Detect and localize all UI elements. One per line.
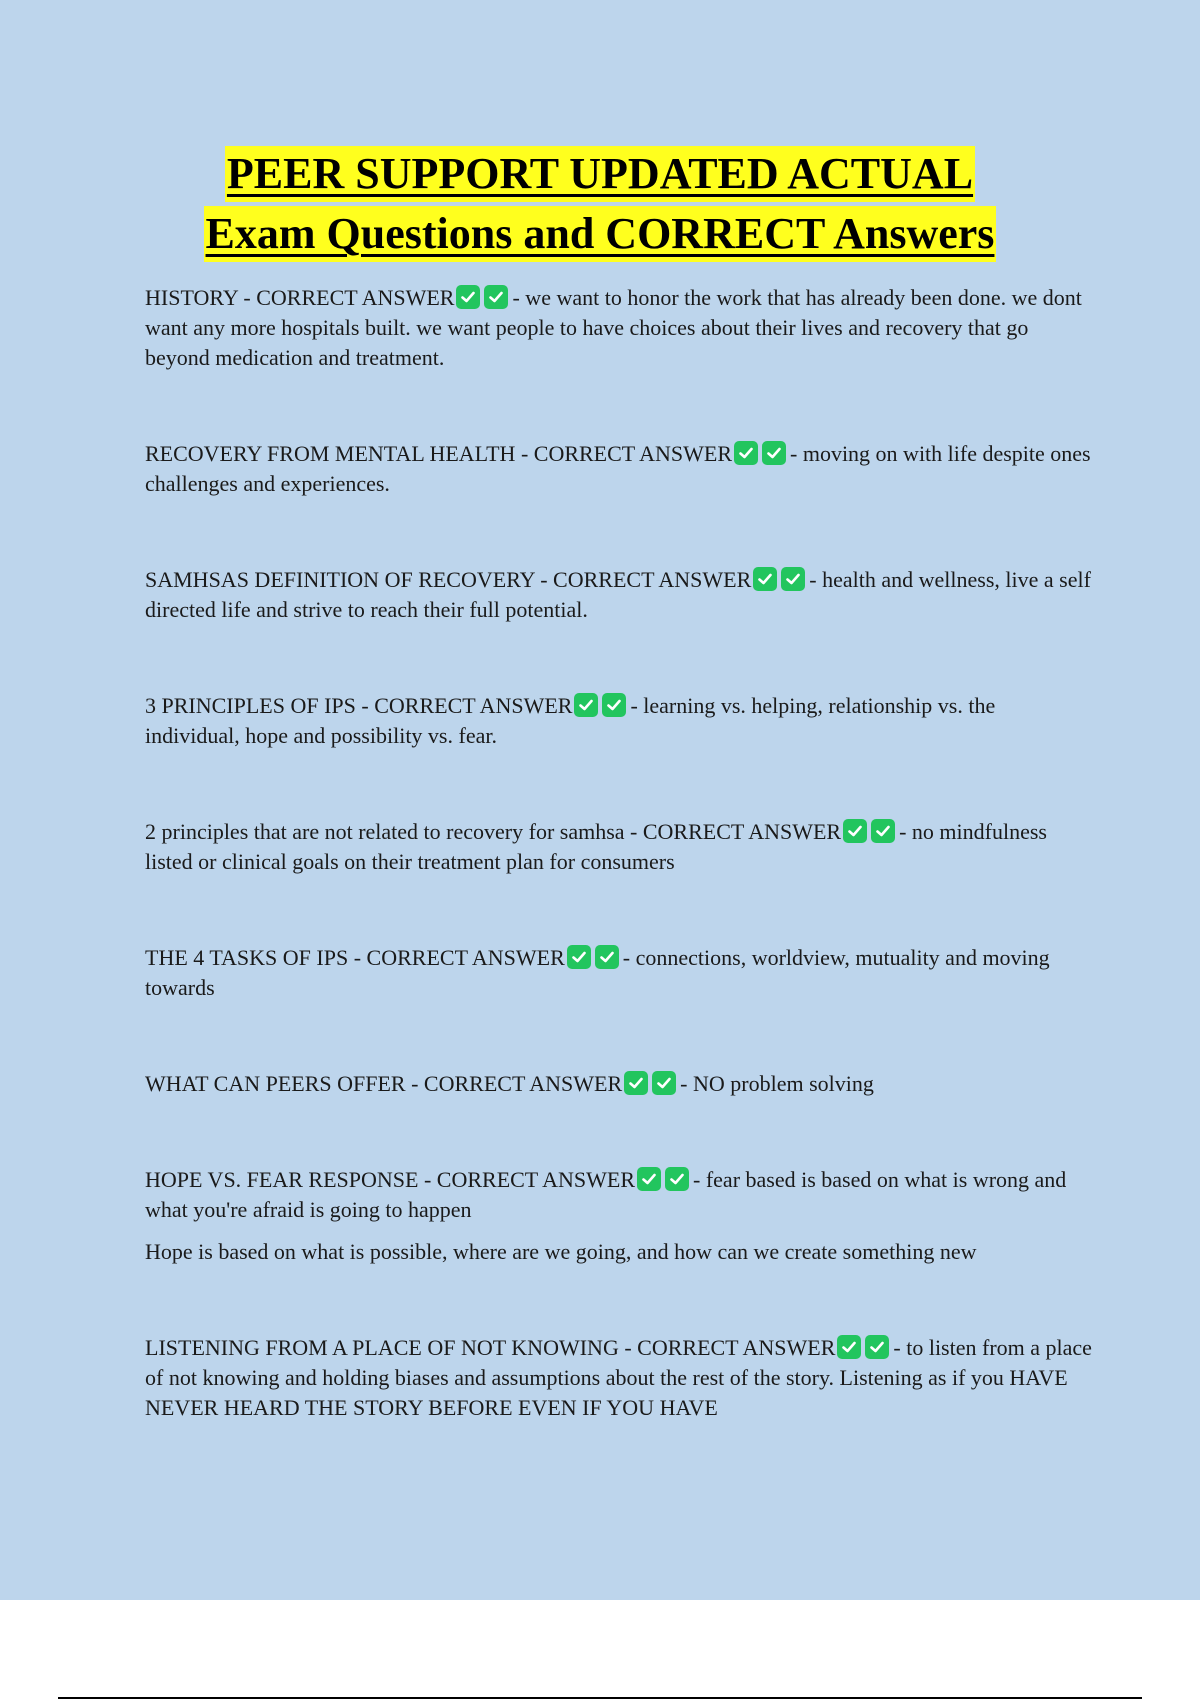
check-mark-icon	[871, 819, 895, 843]
footer-divider	[58, 1697, 1142, 1699]
qa-item	[145, 691, 1095, 751]
question-text: THE 4 TASKS OF IPS	[145, 945, 349, 970]
qa-item	[145, 1333, 1095, 1423]
check-mark-icon	[781, 567, 805, 591]
answer-text: - NO problem solving	[680, 1071, 874, 1096]
qa-item	[145, 817, 1095, 877]
correct-answer-marker: - CORRECT ANSWER	[540, 567, 752, 592]
question-text: SAMHSAS DEFINITION OF RECOVERY	[145, 567, 535, 592]
qa-item	[145, 565, 1095, 625]
answer-text: - no mindfulness listed or clinical goals on their treatment plan for consumers	[145, 819, 1047, 874]
correct-answer-marker: - CORRECT ANSWER	[243, 285, 455, 310]
check-mark-icon	[567, 945, 591, 969]
check-mark-icon	[865, 1335, 889, 1359]
check-mark-icon	[574, 693, 598, 717]
qa-item	[145, 283, 1095, 373]
document-title	[0, 144, 1200, 264]
title-line-1: PEER SUPPORT UPDATED ACTUAL	[225, 146, 975, 202]
answer-text: - learning vs. helping, relationship vs. the individual, hope and possibility vs. fear.	[145, 693, 996, 748]
check-mark-icon	[484, 285, 508, 309]
check-mark-icon	[652, 1071, 676, 1095]
qa-text	[145, 817, 1095, 877]
answer-text: - to listen from a place of not knowing and holding biases and assumptions about the rest of the story. Listening as if you HAVE NEVER HEARD THE STORY BEFORE EVEN IF YOU HAVE	[145, 1335, 1092, 1420]
correct-answer-marker: - CORRECT ANSWER	[624, 1335, 836, 1360]
question-text: LISTENING FROM A PLACE OF NOT KNOWING	[145, 1335, 619, 1360]
qa-item	[145, 943, 1095, 1003]
check-mark-icon	[762, 441, 786, 465]
qa-text	[145, 1069, 1095, 1099]
check-mark-icon	[753, 567, 777, 591]
question-text: HOPE VS. FEAR RESPONSE	[145, 1167, 419, 1192]
question-text: HISTORY	[145, 285, 238, 310]
qa-item	[145, 1165, 1095, 1267]
answer-text: - moving on with life despite ones challenges and experiences.	[145, 441, 1091, 496]
answer-text: - we want to honor the work that has already been done. we dont want any more hospitals built. we want people to have choices about their lives and recovery that go beyond medication and treatment.	[145, 285, 1082, 370]
check-mark-icon	[837, 1335, 861, 1359]
qa-text	[145, 943, 1095, 1003]
answer-extra-text: Hope is based on what is possible, where are we going, and how can we create something new	[145, 1239, 977, 1264]
question-text: RECOVERY FROM MENTAL HEALTH	[145, 441, 516, 466]
correct-answer-marker: - CORRECT ANSWER	[361, 693, 573, 718]
check-mark-icon	[624, 1071, 648, 1095]
correct-answer-marker: - CORRECT ANSWER	[520, 441, 732, 466]
check-mark-icon	[637, 1167, 661, 1191]
answer-text: - fear based is based on what is wrong and what you're afraid is going to happen	[145, 1167, 1067, 1222]
correct-answer-marker: - CORRECT ANSWER	[411, 1071, 623, 1096]
title-line-2: Exam Questions and CORRECT Answers	[204, 206, 997, 262]
qa-text	[145, 565, 1095, 625]
correct-answer-marker: - CORRECT ANSWER	[353, 945, 565, 970]
qa-item	[145, 1069, 1095, 1099]
question-text: 3 PRINCIPLES OF IPS	[145, 693, 356, 718]
check-mark-icon	[602, 693, 626, 717]
correct-answer-marker: - CORRECT ANSWER	[630, 819, 842, 844]
check-mark-icon	[843, 819, 867, 843]
check-mark-icon	[595, 945, 619, 969]
qa-text	[145, 691, 1095, 751]
answer-text: - connections, worldview, mutuality and moving towards	[145, 945, 1050, 1000]
check-mark-icon	[665, 1167, 689, 1191]
check-mark-icon	[456, 285, 480, 309]
question-text: 2 principles that are not related to recovery for samhsa	[145, 819, 625, 844]
qa-list	[145, 283, 1095, 1489]
correct-answer-marker: - CORRECT ANSWER	[423, 1167, 636, 1192]
question-text: WHAT CAN PEERS OFFER	[145, 1071, 406, 1096]
qa-text	[145, 1333, 1095, 1423]
qa-text	[145, 439, 1095, 499]
qa-item	[145, 439, 1095, 499]
qa-text	[145, 1165, 1095, 1225]
answer-text: - health and wellness, live a self directed life and strive to reach their full potential.	[145, 567, 1091, 622]
qa-text	[145, 283, 1095, 373]
check-mark-icon	[734, 441, 758, 465]
